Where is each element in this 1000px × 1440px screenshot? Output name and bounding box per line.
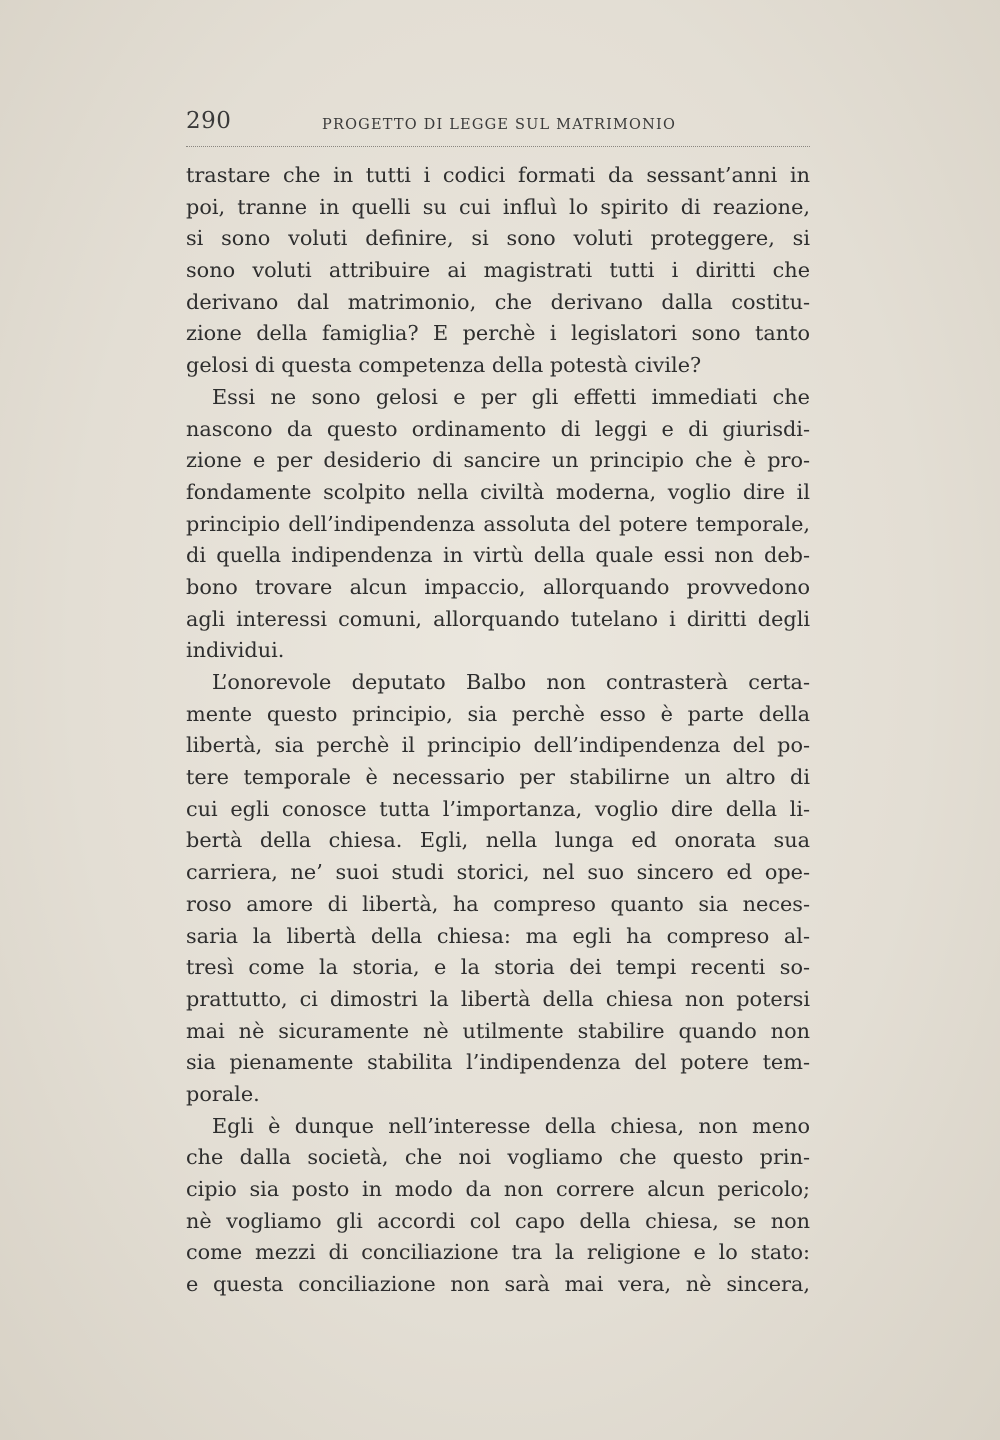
text-line: L’onorevole deputato Balbo non contrasterà certa- (212, 670, 810, 694)
text-line: poi, tranne in quelli su cui influì lo spirito di reazione, (186, 194, 810, 219)
text-line: cipio sia posto in modo da non correre alcun pericolo; (186, 1177, 810, 1201)
text-line: trastare che in tutti i codici formati da sessant’anni in (186, 163, 810, 187)
text-line: nascono da questo ordinamento di leggi e di giurisdi- (186, 416, 810, 441)
running-title: PROGETTO DI LEGGE SUL MATRIMONIO (322, 117, 677, 133)
text-line: fondamente scolpito nella civiltà moderna, voglio dire il (186, 479, 810, 504)
page-number: 290 (186, 108, 232, 134)
text-line: mai nè sicuramente nè utilmente stabilire quando non (186, 1018, 810, 1043)
text-line: roso amore di libertà, ha compreso quanto sia neces- (186, 891, 810, 916)
text-line: bono trovare alcun impaccio, allorquando provvedono (186, 574, 810, 599)
text-line: sono voluti attribuire ai magistrati tutti i diritti che (186, 258, 810, 283)
text-line: cui egli conosce tutta l’importanza, voglio dire della li- (186, 796, 810, 821)
text-line: prattutto, ci dimostri la libertà della chiesa non potersi (186, 986, 810, 1011)
text-line: carriera, ne’ suoi studi storici, nel suo sincero ed ope- (186, 860, 810, 885)
text-line: che dalla società, che noi vogliamo che questo prin- (186, 1145, 810, 1170)
text-line: nè vogliamo gli accordi col capo della chiesa, se non (186, 1208, 810, 1233)
text-line: come mezzi di conciliazione tra la religione e lo stato: (186, 1240, 810, 1265)
page-header (186, 104, 810, 144)
text-line: porale. (186, 1081, 260, 1106)
text-line: agli interessi comuni, allorquando tutelano i diritti degli (186, 606, 810, 631)
text-line: saria la libertà della chiesa: ma egli ha compreso al- (186, 923, 810, 948)
text-line: e questa conciliazione non sarà mai vera, nè sincera, (186, 1272, 810, 1297)
text-line: Egli è dunque nell’interesse della chiesa, non meno (212, 1113, 810, 1138)
text-line: principio dell’indipendenza assoluta del potere temporale, (186, 511, 810, 536)
text-line: bertà della chiesa. Egli, nella lunga ed onorata sua (186, 828, 810, 853)
text-line: di quella indipendenza in virtù della quale essi non deb- (186, 543, 810, 568)
text-line: libertà, sia perchè il principio dell’indipendenza del po- (186, 733, 810, 758)
header-rule (186, 146, 810, 147)
text-line: tere temporale è necessario per stabilirne un altro di (186, 765, 810, 790)
text-line: Essi ne sono gelosi e per gli effetti immediati che (212, 384, 810, 409)
text-line: zione e per desiderio di sancire un principio che è pro- (186, 448, 810, 473)
text-line: zione della famiglia? E perchè i legislatori sono tanto (186, 321, 810, 346)
text-line: si sono voluti definire, si sono voluti proteggere, si (186, 226, 810, 251)
text-line: tresì come la storia, e la storia dei tempi recenti so- (186, 955, 810, 980)
text-line: individui. (186, 638, 285, 663)
text-line: gelosi di questa competenza della potestà civile? (186, 353, 702, 378)
body-text (186, 160, 810, 1301)
text-line: sia pienamente stabilita l’indipendenza del potere tem- (186, 1050, 810, 1075)
text-line: derivano dal matrimonio, che derivano dalla costitu- (186, 289, 810, 314)
text-line: mente questo principio, sia perchè esso è parte della (186, 701, 810, 726)
